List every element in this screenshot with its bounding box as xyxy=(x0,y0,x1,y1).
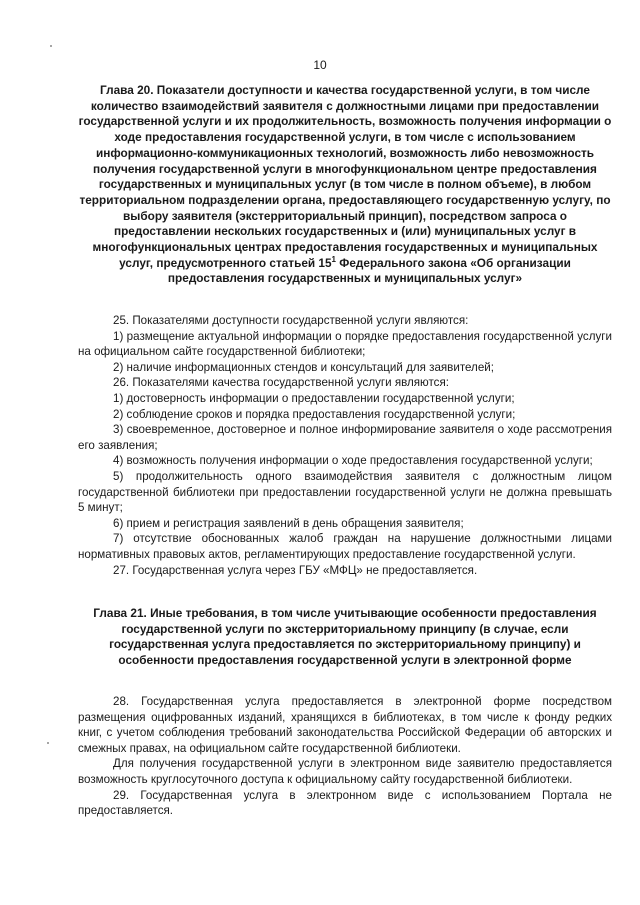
chapter-20-heading xyxy=(78,83,612,287)
paragraph: 3) своевременное, достоверное и полное информирование заявителя о ходе рассмотрения его заявления; xyxy=(78,423,612,452)
paragraph: 6) прием и регистрация заявлений в день обращения заявителя; xyxy=(113,516,464,530)
paragraph: 2) наличие информационных стендов и консультаций для заявителей; xyxy=(113,360,494,374)
chapter-20-title-end: Федерального закона «Об организации предоставления государственных и муниципальных услуг» xyxy=(167,255,571,286)
chapter-21-heading: Глава 21. Иные требования, в том числе учитывающие особенности предоставления государственной услуги по экстерриториальному принципу (в случае, если государственная услуга предоставляется по экстерриториальному принципу) и особенности предоставления государственной услуги в электронной форме xyxy=(93,606,597,668)
scan-speck xyxy=(50,45,52,47)
paragraph: 1) размещение актуальной информации о порядке предоставления государственной услуги на официальном сайте государственной библиотеки; xyxy=(78,329,612,359)
chapter-20-title: Глава 20. Показатели доступности и качества государственной услуги, в том числе количество взаимодействий заявителя с должностными лицами при предоставлении государственной услуги и их продолжительность, возможность получения информации о ходе предоставления государственной услуги, в том числе с использованием информационно-коммуникационных технологий, возможность либо невозможность получения государственной услуги в многофункциональном центре предоставления государственных и муниципальных услуг (в том числе в полном объеме), в любом территориальном подразделении органа, предоставляющего государственную услугу, по выбору заявителя (экстерриториальный принцип), посредством запроса о предоставлении нескольких государственных и (или) муниципальных услуг в многофункциональных центрах предоставления государственных и муниципальных услуг, предусмотренного статьей 15 xyxy=(78,83,612,270)
paragraph: Для получения государственной услуги в электронном виде заявителю предоставляется возможность круглосуточного доступа к официальному сайту государственной библиотеки. xyxy=(78,757,612,786)
chapter-20-body xyxy=(78,313,612,578)
paragraph: 7) отсутствие обоснованных жалоб граждан на нарушение должностными лицами нормативных правовых актов, регламентирующих предоставление государственной услуги. xyxy=(78,532,612,561)
paragraph: 4) возможность получения информации о ходе предоставления государственной услуги; xyxy=(113,454,593,468)
scan-speck xyxy=(47,742,49,744)
paragraph: 28. Государственная услуга предоставляется в электронной форме посредством размещения оцифрованных изданий, хранящихся в библиотеках, в том числе к фонду редких книг, с учетом соблюдения требований законодательства Российской Федерации об авторских и смежных правах, на официальном сайте государственной библиотеки. xyxy=(78,695,612,755)
paragraph: 25. Показателями доступности государственной услуги являются: xyxy=(113,314,469,327)
page-number: 10 xyxy=(313,58,327,72)
paragraph: 29. Государственная услуга в электронном виде с использованием Портала не предоставляется. xyxy=(78,788,612,818)
chapter-21-body xyxy=(78,694,612,819)
paragraph: 26. Показателями качества государственной услуги являются: xyxy=(113,376,449,390)
paragraph: 5) продолжительность одного взаимодействия заявителя с должностным лицом государственной библиотеки при предоставлении государственной услуги не должна превышать 5 минут; xyxy=(78,469,612,515)
paragraph: 27. Государственная услуга через ГБУ «МФЦ» не предоставляется. xyxy=(113,563,478,577)
paragraph: 1) достоверность информации о предоставлении государственной услуги; xyxy=(113,391,515,405)
article-superscript: 1 xyxy=(331,254,336,264)
paragraph: 2) соблюдение сроков и порядка предоставления государственной услуги; xyxy=(113,407,516,421)
